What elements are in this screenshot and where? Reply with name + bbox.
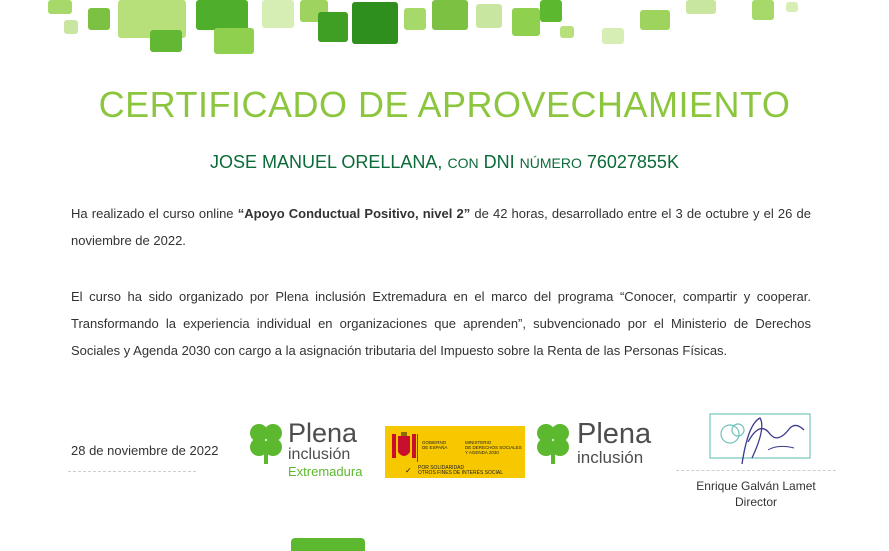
recipient-line [0,152,889,173]
extremadura-word: Extremadura [288,464,363,479]
certificate-title: CERTIFICADO DE APROVECHAMIENTO [98,84,791,125]
decor-square [214,28,254,54]
bottom-green-tab [291,538,365,551]
decor-square [318,12,348,42]
decor-square [540,0,562,22]
organization-paragraph: El curso ha sido organizado por Plena inclusión Extremadura en el marco del programa “Conocer, compartir y cooperar. Transformando la experiencia individual en organizaciones que aprenden”, subvencionado por el Ministerio de Derechos Sociales y Agenda 2030 con cargo a la asignación tributaria del Impuesto sobre la Renta de las Personas Físicas. [71,289,811,358]
course-name: “Apoyo Conductual Positivo, nivel 2” [237,206,471,221]
coat-of-arms-icon [390,430,418,464]
gov-divider [417,434,418,462]
inclusion-word: inclusión [288,446,351,463]
decor-square [602,28,624,44]
decor-square [64,20,78,34]
plena-word: Plena [288,418,358,448]
decor-square [196,0,248,30]
signatory-role: Director [734,495,777,509]
signatory-block [676,478,836,510]
plena-word: Plena [577,418,652,450]
dni-number: 76027855K [586,152,679,172]
ministerio-text: MINISTERIO DE DERECHOS SOCIALES Y AGENDA 2030 [465,440,522,455]
decor-square [560,26,574,38]
decor-square [786,2,798,12]
numero-label: NÚMERO [519,155,582,171]
decor-square [88,8,110,30]
decor-square [48,0,72,14]
gobierno-text: GOBIERNO DE ESPAÑA [422,440,448,450]
course-intro-text: Ha realizado el curso online [71,206,238,221]
decor-square [752,0,774,20]
clover-icon [248,422,284,466]
decor-square [262,0,294,28]
signature-line [676,470,836,471]
plena-inclusion-logo [535,418,665,468]
date-underline [68,471,196,472]
course-details-text: de 42 horas, desarrollado entre el 3 de octubre y el 26 de noviembre de 2022. [71,206,811,248]
decor-square [150,30,182,52]
issue-date: 28 de noviembre de 2022 [71,443,219,458]
check-icon: ✓ [405,466,412,475]
signature-stamp [708,412,813,470]
decor-square [686,0,716,14]
inclusion-word: inclusión [577,448,644,467]
decor-square [640,10,670,30]
con-label: CON [447,155,479,171]
decor-square [404,8,426,30]
header-decoration [0,0,889,70]
solidaridad-text: POR SOLIDARIDAD OTROS FINES DE INTERÉS SOCIAL [418,465,504,476]
dni-label: DNI [483,152,515,172]
decor-square [512,8,540,36]
clover-icon [535,422,571,466]
course-paragraph [71,200,811,254]
plena-inclusion-extremadura-logo [248,418,378,480]
decor-square [352,2,398,44]
decor-square [432,0,468,30]
recipient-name: JOSE MANUEL ORELLANA, [210,152,443,172]
signatory-name: Enrique Galván Lamet [696,479,816,493]
decor-square [476,4,502,28]
